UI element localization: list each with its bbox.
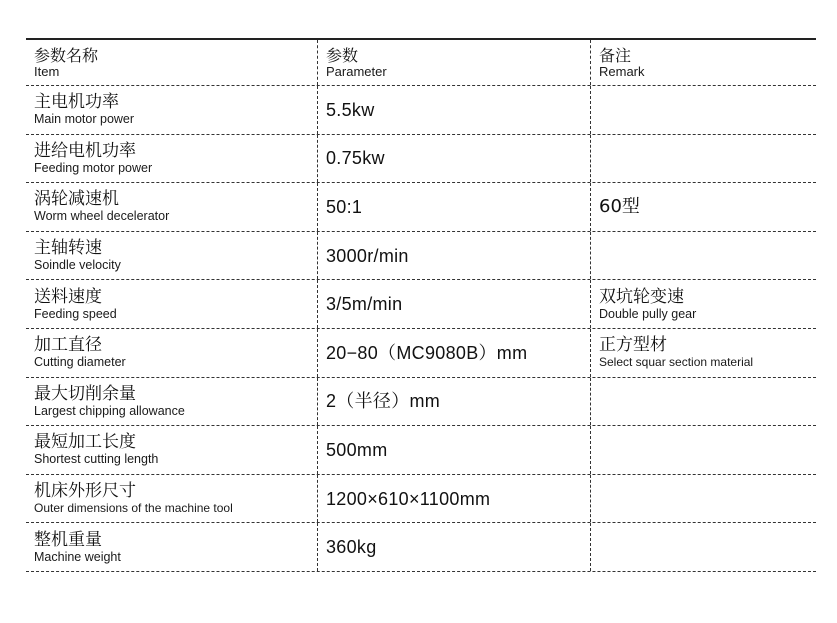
remark-cell: [590, 426, 816, 474]
item-name-zh: 主电机功率: [34, 92, 119, 113]
item-name-zh: 送料速度: [34, 286, 102, 307]
remark-en: Select squar section material: [599, 355, 754, 370]
item-name-zh: 涡轮减速机: [34, 189, 119, 210]
item-name-en: Soindle velocity: [34, 258, 121, 273]
parameter-cell: [317, 232, 590, 280]
item-name-en: Worm wheel decelerator: [34, 209, 170, 224]
table-row: [26, 135, 816, 184]
item-name-zh: 机床外形尺寸: [34, 481, 136, 502]
table-row: [26, 183, 816, 232]
parameter-cell: [317, 183, 590, 231]
parameter-cell: [317, 523, 590, 571]
remark-cell: [590, 135, 816, 183]
parameter-value: 0.75kw: [326, 148, 385, 169]
table-row: [26, 475, 816, 524]
item-cell: [26, 475, 317, 523]
table-row: [26, 280, 816, 329]
remark-cell: [590, 475, 816, 523]
item-name-en: Feeding motor power: [34, 160, 153, 175]
table-row: [26, 329, 816, 378]
item-name-zh: 最短加工长度: [34, 432, 136, 453]
table-header: [26, 40, 816, 86]
parameter-value: 360kg: [326, 537, 377, 558]
header-remark: [590, 40, 816, 85]
parameter-value: 3000r/min: [326, 245, 409, 266]
table-row: [26, 378, 816, 427]
parameter-cell: [317, 280, 590, 328]
item-cell: [26, 86, 317, 134]
parameter-cell: [317, 329, 590, 377]
item-name-zh: 整机重量: [34, 529, 102, 550]
item-cell: [26, 426, 317, 474]
header-parameter-en: Parameter: [326, 64, 387, 79]
parameter-cell: [317, 135, 590, 183]
remark-cell: [590, 523, 816, 571]
item-name-zh: 加工直径: [34, 335, 102, 356]
item-name-en: Largest chipping allowance: [34, 403, 185, 418]
header-item: [26, 40, 317, 85]
parameter-value: 2（半径）mm: [326, 391, 441, 412]
table-row: [26, 426, 816, 475]
table-row: [26, 523, 816, 572]
remark-cell: [590, 329, 816, 377]
item-name-en: Machine weight: [34, 549, 121, 564]
parameter-value: 50:1: [326, 196, 363, 217]
item-name-en: Shortest cutting length: [34, 452, 159, 467]
parameter-cell: [317, 426, 590, 474]
item-cell: [26, 280, 317, 328]
parameter-value: 5.5kw: [326, 99, 375, 120]
header-item-zh: 参数名称: [34, 46, 99, 65]
remark-zh: 60型: [599, 195, 640, 217]
header-item-en: Item: [34, 64, 60, 79]
table-row: [26, 86, 816, 135]
remark-cell: [590, 378, 816, 426]
header-remark-en: Remark: [599, 64, 645, 79]
spec-table: [26, 38, 816, 572]
remark-cell: [590, 183, 816, 231]
parameter-value: 20−80（MC9080B）mm: [326, 342, 528, 363]
remark-cell: [590, 232, 816, 280]
item-cell: [26, 523, 317, 571]
table-row: [26, 232, 816, 281]
parameter-value: 500mm: [326, 439, 388, 460]
parameter-cell: [317, 378, 590, 426]
header-parameter: [317, 40, 590, 85]
remark-en: Double pully gear: [599, 306, 697, 321]
remark-cell: [590, 280, 816, 328]
item-name-en: Outer dimensions of the machine tool: [34, 501, 233, 516]
item-cell: [26, 135, 317, 183]
item-name-zh: 进给电机功率: [34, 140, 136, 161]
item-cell: [26, 378, 317, 426]
remark-cell: [590, 86, 816, 134]
item-name-en: Main motor power: [34, 112, 135, 127]
item-cell: [26, 183, 317, 231]
parameter-cell: [317, 475, 590, 523]
remark-zh: 正方型材: [599, 335, 667, 356]
header-parameter-zh: 参数: [326, 46, 359, 65]
header-remark-zh: 备注: [599, 46, 632, 65]
item-name-en: Feeding speed: [34, 306, 117, 321]
item-name-en: Cutting diameter: [34, 355, 126, 370]
parameter-value: 1200×610×1100mm: [326, 488, 491, 509]
parameter-value: 3/5m/min: [326, 294, 403, 315]
item-cell: [26, 329, 317, 377]
parameter-cell: [317, 86, 590, 134]
item-name-zh: 最大切削余量: [34, 383, 136, 404]
remark-zh: 双坑轮变速: [599, 286, 684, 307]
item-name-zh: 主轴转速: [34, 238, 102, 259]
item-cell: [26, 232, 317, 280]
